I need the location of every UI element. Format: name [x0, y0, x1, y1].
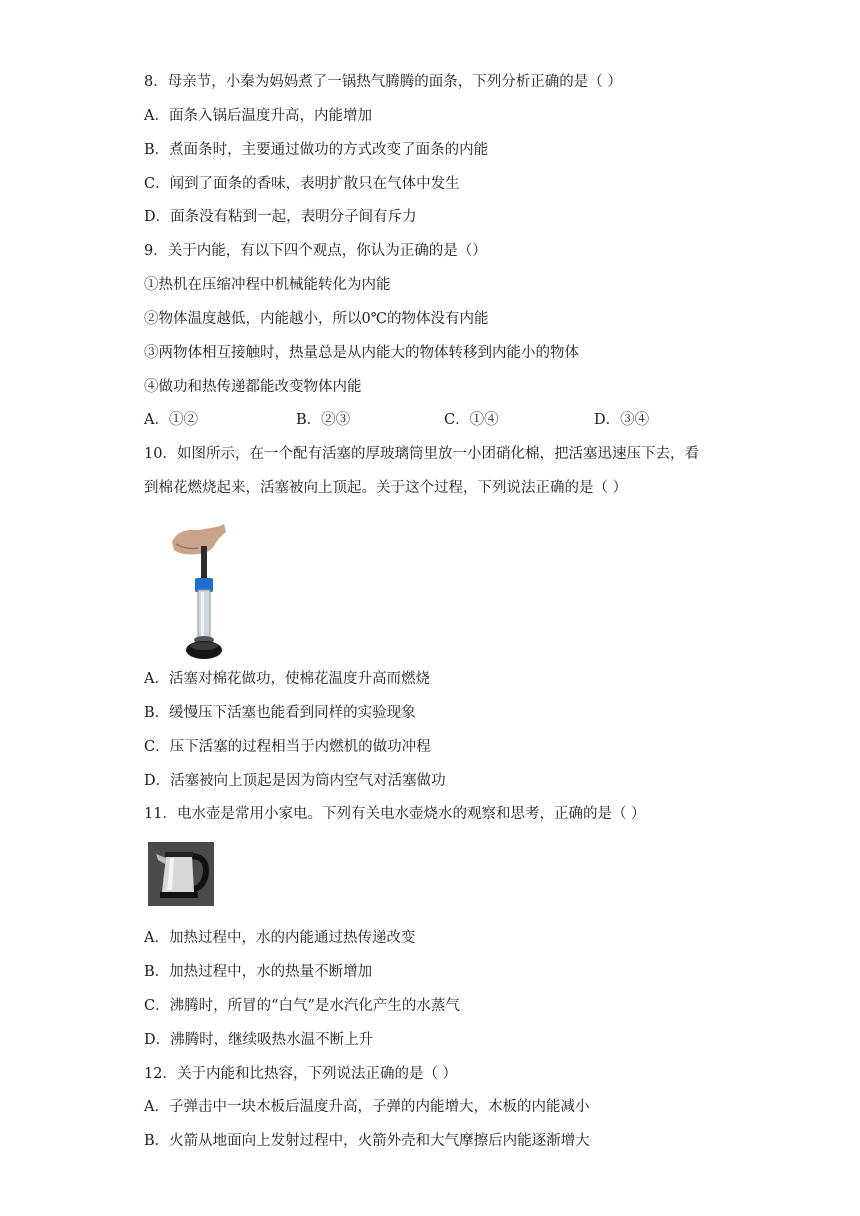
q11-stem: 11．电水壶是常用小家电。下列有关电水壶烧水的观察和思考，正确的是（ ）	[144, 806, 646, 822]
q9-stem: 9．关于内能，有以下四个观点，你认为正确的是（）	[144, 243, 487, 259]
q11-option-b: B．加热过程中，水的热量不断增加	[144, 964, 373, 980]
q9-option-a: A．①②	[144, 412, 198, 428]
q9-statement-3: ③两物体相互接触时，热量总是从内能大的物体转移到内能小的物体	[144, 345, 579, 361]
q12-option-a: A．子弹击中一块木板后温度升高，子弹的内能增大，木板的内能减小	[144, 1099, 590, 1115]
q12-option-b: B．火箭从地面向上发射过程中，火箭外壳和大气摩擦后内能逐渐增大	[144, 1133, 590, 1149]
q8-option-a: A．面条入锅后温度升高，内能增加	[144, 108, 372, 124]
q10-option-b: B．缓慢压下活塞也能看到同样的实验现象	[144, 705, 416, 721]
q8-stem: 8．母亲节，小秦为妈妈煮了一锅热气腾腾的面条，下列分析正确的是（ ）	[144, 74, 622, 90]
q8-option-b: B．煮面条时，主要通过做功的方式改变了面条的内能	[144, 142, 489, 158]
q10-option-d: D．活塞被向上顶起是因为筒内空气对活塞做功	[144, 773, 446, 789]
q9-option-b: B．②③	[296, 412, 351, 428]
q9-statement-1: ①热机在压缩冲程中机械能转化为内能	[144, 277, 391, 293]
q9-option-d: D．③④	[594, 412, 650, 428]
q8-option-c: C．闻到了面条的香味，表明扩散只在气体中发生	[144, 176, 460, 192]
q11-option-c: C．沸腾时，所冒的“白气”是水汽化产生的水蒸气	[144, 998, 460, 1014]
q10-stem-line2: 到棉花燃烧起来，活塞被向上顶起。关于这个过程，下列说法正确的是（ ）	[144, 480, 628, 496]
q8-option-d: D．面条没有粘到一起，表明分子间有斥力	[144, 209, 417, 225]
q9-option-c: C．①④	[444, 412, 499, 428]
q10-option-c: C．压下活塞的过程相当于内燃机的做功冲程	[144, 739, 431, 755]
q9-statement-2: ②物体温度越低，内能越小，所以0℃的物体没有内能	[144, 311, 489, 327]
q10-stem-line1: 10．如图所示，在一个配有活塞的厚玻璃筒里放一小团硝化棉，把活塞迅速压下去，看	[144, 446, 699, 462]
q12-stem: 12．关于内能和比热容，下列说法正确的是（ ）	[144, 1066, 458, 1082]
electric-kettle-figure	[148, 842, 214, 906]
q9-statement-4: ④做功和热传递都能改变物体内能	[144, 379, 362, 395]
q11-option-d: D．沸腾时，继续吸热水温不断上升	[144, 1032, 374, 1048]
q11-option-a: A．加热过程中，水的内能通过热传递改变	[144, 930, 416, 946]
q10-option-a: A．活塞对棉花做功，使棉花温度升高而燃烧	[144, 671, 430, 687]
piston-glass-tube-figure	[168, 524, 232, 660]
